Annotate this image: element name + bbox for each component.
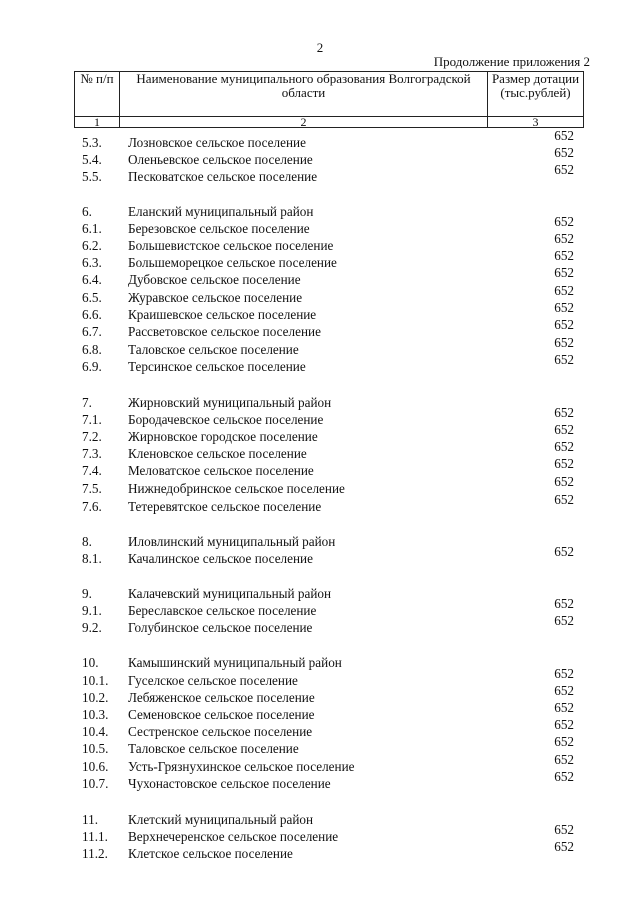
row-number: 6.5. [82,290,102,305]
table-row [0,231,640,254]
row-name: Сестренское сельское поселение [128,724,313,739]
row-name: Клетское сельское поселение [128,846,293,861]
row-name: Таловское сельское поселение [128,741,299,756]
row-number: 6.6. [82,307,102,322]
table-row [0,734,640,757]
table-row [0,683,640,706]
table-row [0,700,640,723]
column-number-1: 1 [75,117,120,128]
row-name: Журавское сельское поселение [128,290,303,305]
row-amount: 652 [554,231,574,246]
table-row [0,422,640,445]
table-row [0,596,640,619]
page-number: 2 [316,40,324,55]
header-number-col: № п/п [75,72,120,117]
table-header [74,71,584,128]
row-name: Камышинский муниципальный район [128,655,342,670]
row-name: Иловлинский муниципальный район [128,534,336,549]
row-name: Гуселское сельское поселение [128,673,298,688]
row-amount: 652 [554,700,574,715]
row-name: Клетский муниципальный район [128,812,314,827]
row-name: Оленьевское сельское поселение [128,152,313,167]
table-row [0,439,640,462]
row-amount: 652 [554,265,574,280]
row-number: 6.4. [82,272,102,287]
table-row [0,752,640,775]
row-name: Голубинское сельское поселение [128,620,313,635]
row-amount: 652 [554,683,574,698]
row-name: Верхнечеренское сельское поселение [128,829,339,844]
table-row [0,317,640,340]
row-amount: 652 [554,335,574,350]
district-row [0,394,640,411]
row-name: Калачевский муниципальный район [128,586,332,601]
row-amount: 652 [554,596,574,611]
district-row [0,811,640,828]
row-number: 7.2. [82,429,102,444]
row-name: Усть-Грязнухинское сельское поселение [128,759,355,774]
row-name: Терсинское сельское поселение [128,359,306,374]
row-amount: 652 [554,839,574,854]
row-name: Таловское сельское поселение [128,342,299,357]
row-amount: 652 [554,752,574,767]
row-name: Бородачевское сельское поселение [128,412,324,427]
table-row [0,162,640,185]
row-name: Краишевское сельское поселение [128,307,317,322]
row-number: 10.2. [82,690,109,705]
row-name: Песковатское сельское поселение [128,169,318,184]
row-amount: 652 [554,300,574,315]
row-number: 6.1. [82,221,102,236]
table-row [0,335,640,358]
row-number: 10.7. [82,776,109,791]
district-row [0,203,640,220]
row-number: 9.1. [82,603,102,618]
row-number: 6.9. [82,359,102,374]
row-number: 6.2. [82,238,102,253]
table-row [0,300,640,323]
row-number: 11.2. [82,846,108,861]
row-name: Лозновское сельское поселение [128,135,306,150]
row-number: 6.7. [82,324,102,339]
table-row [0,265,640,288]
table-row [0,474,640,497]
row-amount: 652 [554,248,574,263]
table-row [0,405,640,428]
row-number: 6. [82,204,92,219]
row-number: 11. [82,812,98,827]
row-name: Жирновский муниципальный район [128,395,332,410]
row-name: Меловатское сельское поселение [128,463,314,478]
row-amount: 652 [554,145,574,160]
row-amount: 652 [554,769,574,784]
table-row [0,613,640,636]
row-name: Кленовское сельское поселение [128,446,307,461]
row-number: 11.1. [82,829,108,844]
header-name-col: Наименование муниципального образования Волгоградской области [120,72,488,117]
row-amount: 652 [554,317,574,332]
column-number-2: 2 [120,117,488,128]
row-name: Березовское сельское поселение [128,221,310,236]
row-number: 7.1. [82,412,102,427]
row-name: Рассветовское сельское поселение [128,324,321,339]
row-name: Лебяженское сельское поселение [128,690,315,705]
row-name: Тетеревятское сельское поселение [128,499,322,514]
row-amount: 652 [554,214,574,229]
row-amount: 652 [554,822,574,837]
row-number: 7.4. [82,463,102,478]
continuation-caption: Продолжение приложения 2 [433,54,590,69]
table-row [0,128,640,151]
row-amount: 652 [554,352,574,367]
row-number: 5.5. [82,169,102,184]
row-number: 7. [82,395,92,410]
row-name: Большевистское сельское поселение [128,238,334,253]
row-number: 10.5. [82,741,109,756]
row-name: Дубовское сельское поселение [128,272,301,287]
table-row [0,352,640,375]
table-row [0,145,640,168]
table-row [0,544,640,567]
row-number: 5.3. [82,135,102,150]
row-name: Береславское сельское поселение [128,603,317,618]
district-row [0,585,640,602]
row-name: Еланский муниципальный район [128,204,314,219]
row-number: 5.4. [82,152,102,167]
row-amount: 652 [554,717,574,732]
row-number: 10. [82,655,99,670]
district-row [0,533,640,550]
table-row [0,666,640,689]
table-row [0,839,640,862]
row-number: 8.1. [82,551,102,566]
row-number: 10.1. [82,673,109,688]
row-name: Чухонастовское сельское поселение [128,776,331,791]
row-number: 9.2. [82,620,102,635]
row-amount: 652 [554,422,574,437]
header-amount-col: Размер дотации (тыс.рублей) [488,72,584,117]
row-amount: 652 [554,666,574,681]
row-amount: 652 [554,283,574,298]
row-number: 10.6. [82,759,109,774]
row-number: 6.3. [82,255,102,270]
table-row [0,769,640,792]
table-row [0,248,640,271]
row-amount: 652 [554,439,574,454]
district-row [0,654,640,671]
table-row [0,456,640,479]
row-amount: 652 [554,162,574,177]
table-row [0,717,640,740]
row-number: 7.6. [82,499,102,514]
row-amount: 652 [554,613,574,628]
table-row [0,492,640,515]
row-amount: 652 [554,456,574,471]
row-amount: 652 [554,128,574,143]
row-number: 7.3. [82,446,102,461]
row-number: 10.4. [82,724,109,739]
row-amount: 652 [554,492,574,507]
row-number: 10.3. [82,707,109,722]
column-number-3: 3 [488,117,584,128]
row-number: 8. [82,534,92,549]
row-amount: 652 [554,405,574,420]
row-name: Нижнедобринское сельское поселение [128,481,345,496]
row-number: 9. [82,586,92,601]
row-number: 7.5. [82,481,102,496]
row-name: Качалинское сельское поселение [128,551,313,566]
table-row [0,822,640,845]
row-name: Большеморецкое сельское поселение [128,255,337,270]
row-amount: 652 [554,474,574,489]
row-name: Жирновское городское поселение [128,429,318,444]
table-row [0,214,640,237]
row-number: 6.8. [82,342,102,357]
row-amount: 652 [554,734,574,749]
row-name: Семеновское сельское поселение [128,707,315,722]
table-row [0,283,640,306]
row-amount: 652 [554,544,574,559]
